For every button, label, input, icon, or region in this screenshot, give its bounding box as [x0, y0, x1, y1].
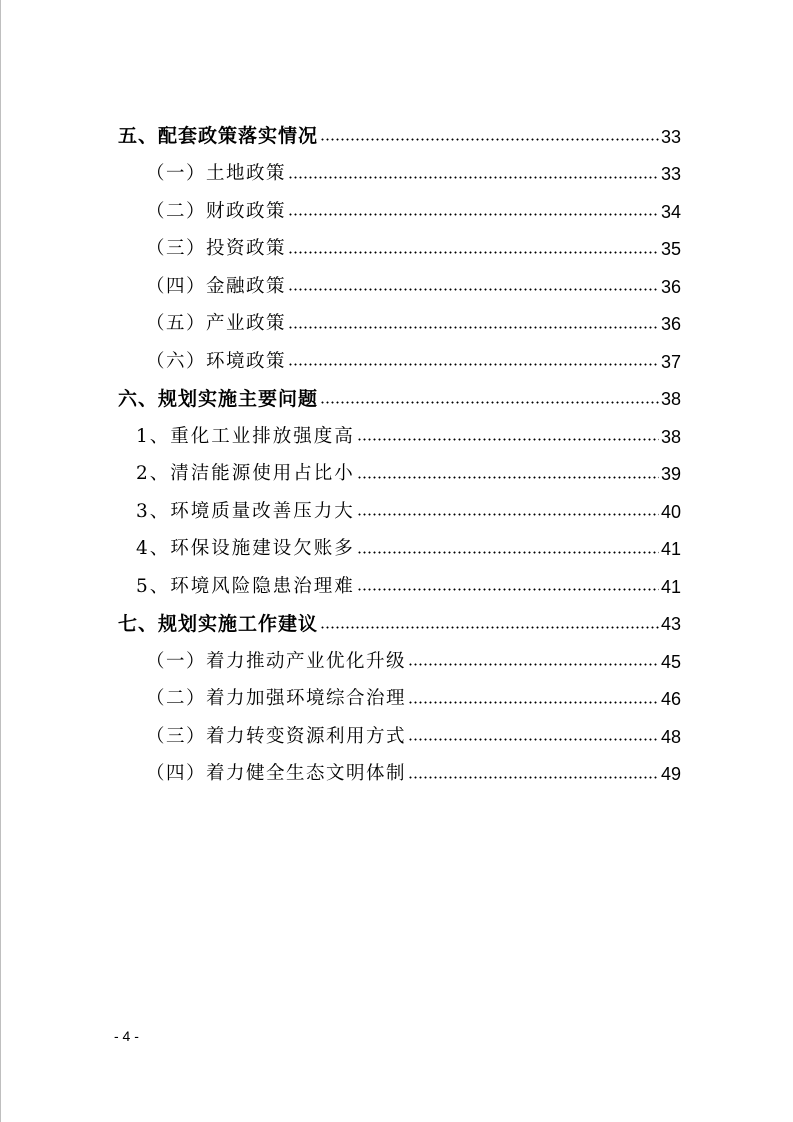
- toc-leader-dots: [357, 438, 659, 441]
- toc-entry-page: 48: [660, 726, 681, 747]
- toc-entry[interactable]: [118, 118, 681, 156]
- toc-entry[interactable]: [118, 381, 681, 419]
- table-of-contents: [118, 118, 681, 793]
- toc-entry-title: （一）土地政策: [146, 163, 287, 184]
- toc-entry-page: 38: [660, 426, 681, 447]
- toc-leader-dots: [357, 588, 659, 591]
- toc-entry-page: 43: [660, 614, 681, 635]
- toc-entry[interactable]: [118, 418, 681, 456]
- toc-entry-title: 3、环境质量改善压力大: [136, 500, 355, 522]
- toc-leader-dots: [288, 251, 659, 254]
- toc-entry-title: （一）着力推动产业优化升级: [146, 650, 407, 672]
- toc-leader-dots: [320, 138, 659, 141]
- toc-leader-dots: [408, 776, 659, 779]
- toc-entry[interactable]: [118, 756, 681, 794]
- toc-entry-page: 41: [660, 539, 681, 560]
- toc-entry-page: 36: [660, 314, 681, 335]
- toc-leader-dots: [357, 476, 659, 479]
- toc-leader-dots: [357, 551, 659, 554]
- toc-entry[interactable]: [118, 231, 681, 269]
- toc-entry-page: 49: [660, 764, 681, 785]
- toc-entry-title: （四）金融政策: [146, 275, 287, 297]
- toc-entry-page: 38: [660, 389, 681, 410]
- toc-leader-dots: [408, 701, 659, 704]
- toc-entry-title: （五）产业政策: [146, 313, 287, 334]
- toc-entry-title: 5、环境风险隐患治理难: [136, 575, 355, 597]
- toc-leader-dots: [320, 401, 659, 404]
- toc-leader-dots: [288, 176, 659, 179]
- toc-entry-title: （三）着力转变资源利用方式: [146, 725, 407, 747]
- toc-entry[interactable]: [118, 268, 681, 306]
- toc-entry[interactable]: [118, 531, 681, 569]
- toc-entry-title: 4、环保设施建设欠账多: [136, 538, 355, 559]
- toc-leader-dots: [288, 326, 659, 329]
- toc-entry-title: （四）着力健全生态文明体制: [146, 763, 407, 784]
- toc-entry-page: 46: [660, 689, 681, 710]
- toc-entry-title: （二）着力加强环境综合治理: [146, 688, 407, 709]
- toc-entry-page: 39: [660, 464, 681, 485]
- toc-entry[interactable]: [118, 306, 681, 344]
- toc-entry-title: （三）投资政策: [146, 238, 287, 259]
- page-border: [0, 0, 1, 1122]
- toc-leader-dots: [288, 363, 659, 366]
- toc-entry[interactable]: [118, 643, 681, 681]
- toc-entry[interactable]: [118, 568, 681, 606]
- toc-leader-dots: [320, 626, 659, 629]
- toc-leader-dots: [408, 663, 659, 666]
- toc-entry-title: （二）财政政策: [146, 200, 287, 222]
- toc-entry[interactable]: [118, 493, 681, 531]
- toc-entry-title: 五、配套政策落实情况: [118, 125, 319, 148]
- toc-entry-title: 1、重化工业排放强度高: [136, 425, 355, 447]
- toc-entry[interactable]: [118, 606, 681, 644]
- toc-entry-page: 45: [660, 651, 681, 672]
- toc-entry[interactable]: [118, 681, 681, 719]
- toc-entry-page: 36: [660, 276, 681, 297]
- toc-leader-dots: [288, 288, 659, 291]
- toc-entry[interactable]: [118, 156, 681, 194]
- toc-entry-page: 33: [660, 126, 681, 147]
- toc-entry-page: 40: [660, 501, 681, 522]
- toc-leader-dots: [408, 738, 659, 741]
- toc-entry-title: 七、规划实施工作建议: [118, 612, 319, 635]
- toc-entry-title: （六）环境政策: [146, 350, 287, 372]
- toc-entry-page: 37: [660, 351, 681, 372]
- toc-entry-page: 35: [660, 239, 681, 260]
- toc-entry-page: 33: [660, 164, 681, 185]
- toc-entry[interactable]: [118, 456, 681, 494]
- toc-entry[interactable]: [118, 193, 681, 231]
- toc-entry-title: 2、清洁能源使用占比小: [136, 463, 355, 484]
- toc-entry[interactable]: [118, 718, 681, 756]
- toc-leader-dots: [357, 513, 659, 516]
- page-number: - 4 -: [114, 1028, 139, 1044]
- toc-entry[interactable]: [118, 343, 681, 381]
- toc-entry-title: 六、规划实施主要问题: [118, 387, 319, 410]
- toc-leader-dots: [288, 213, 659, 216]
- toc-entry-page: 34: [660, 201, 681, 222]
- toc-entry-page: 41: [660, 576, 681, 597]
